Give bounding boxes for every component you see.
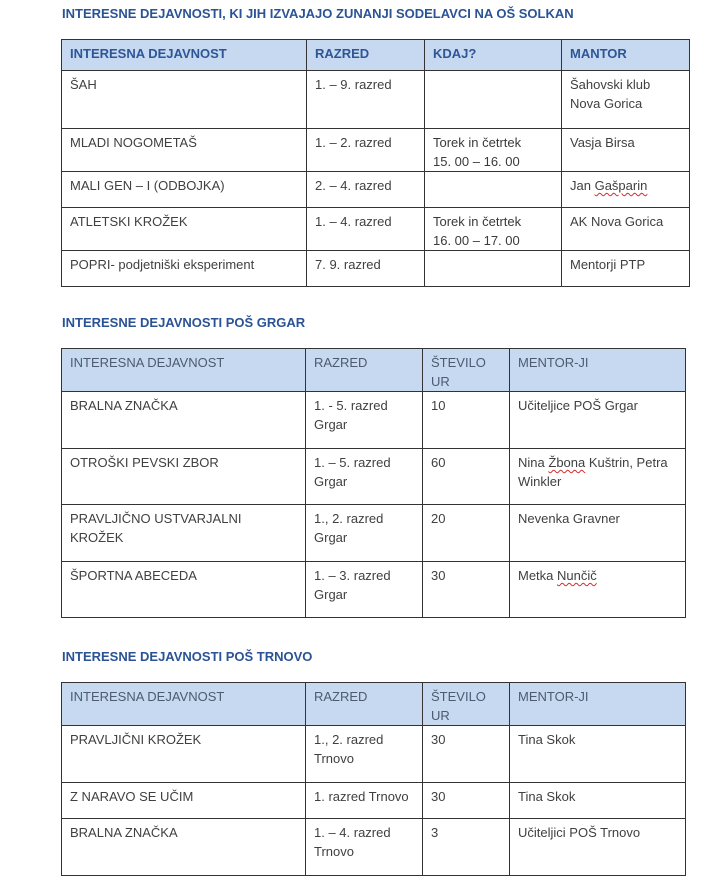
when-line: 16. 00 – 17. 00 bbox=[433, 233, 520, 248]
external-activities-table bbox=[61, 39, 690, 287]
cell-mentor bbox=[510, 562, 686, 618]
cell-when bbox=[425, 251, 562, 287]
cell-when bbox=[425, 172, 562, 208]
cell-activity: BRALNA ZNAČKA bbox=[62, 819, 306, 876]
section-1-title: INTERESNE DEJAVNOSTI, KI JIH IZVAJAJO ZUNANJI SODELAVCI NA OŠ SOLKAN bbox=[62, 6, 574, 21]
grade-line: Grgar bbox=[314, 474, 348, 489]
cell-when bbox=[425, 208, 562, 251]
cell-grade: 1. – 2. razred bbox=[307, 129, 425, 172]
header-grade: RAZRED bbox=[306, 349, 423, 392]
cell-mentor: Tina Skok bbox=[510, 726, 686, 783]
grade-line: 1. razred Trnovo bbox=[314, 789, 409, 804]
mentor-line: Nova Gorica bbox=[570, 96, 643, 111]
header-grade: RAZRED bbox=[307, 40, 425, 71]
cell-grade: 7. 9. razred bbox=[307, 251, 425, 287]
header-when: KDAJ? bbox=[425, 40, 562, 71]
cell-grade bbox=[306, 819, 423, 876]
grade-line: 1. – 5. razred bbox=[314, 455, 391, 470]
mentor-name-part: Kuštrin, Petra bbox=[588, 455, 668, 470]
cell-activity: ŠAH bbox=[62, 71, 307, 129]
cell-grade bbox=[306, 392, 423, 449]
cell-hours: 10 bbox=[423, 392, 510, 449]
mentor-last-name: Gašparin bbox=[594, 178, 648, 193]
when-line: 15. 00 – 16. 00 bbox=[433, 154, 520, 169]
cell-activity: PRAVLJIČNO USTVARJALNI KROŽEK bbox=[62, 505, 306, 562]
mentor-line: Winkler bbox=[518, 474, 562, 489]
cell-grade: 2. – 4. razred bbox=[307, 172, 425, 208]
cell-mentor bbox=[562, 172, 690, 208]
header-mentor: MANTOR bbox=[562, 40, 690, 71]
grade-line: Grgar bbox=[314, 587, 348, 602]
cell-mentor: Mentorji PTP bbox=[562, 251, 690, 287]
header-mentor: MENTOR-JI bbox=[510, 683, 686, 726]
table-row bbox=[62, 562, 686, 618]
when-line: Torek in četrtek bbox=[433, 214, 522, 229]
header-grade: RAZRED bbox=[306, 683, 423, 726]
grade-line: Trnovo bbox=[314, 844, 354, 859]
table-row bbox=[62, 783, 686, 819]
table-row bbox=[62, 71, 690, 129]
header-activity: INTERESNA DEJAVNOST bbox=[62, 40, 307, 71]
grade-line: 1., 2. razred bbox=[314, 732, 384, 747]
header-hours: ŠTEVILO UR bbox=[423, 683, 510, 726]
cell-mentor: Nevenka Gravner bbox=[510, 505, 686, 562]
mentor-first-name: Metka bbox=[518, 568, 554, 583]
trnovo-activities-table bbox=[61, 682, 686, 876]
cell-grade bbox=[306, 562, 423, 618]
section-3-title: INTERESNE DEJAVNOSTI POŠ TRNOVO bbox=[62, 649, 313, 664]
cell-activity: MALI GEN – I (ODBOJKA) bbox=[62, 172, 307, 208]
cell-hours: 20 bbox=[423, 505, 510, 562]
mentor-first-name: Jan bbox=[570, 178, 591, 193]
section-2-title: INTERESNE DEJAVNOSTI POŠ GRGAR bbox=[62, 315, 306, 330]
cell-mentor: AK Nova Gorica bbox=[562, 208, 690, 251]
mentor-line: Šahovski klub bbox=[570, 77, 651, 92]
cell-mentor bbox=[562, 71, 690, 129]
cell-activity: POPRI- podjetniški eksperiment bbox=[62, 251, 307, 287]
grade-line: Grgar bbox=[314, 417, 348, 432]
mentor-name-part: Žbona bbox=[548, 455, 586, 470]
mentor-name-part: Nina bbox=[518, 455, 545, 470]
cell-grade bbox=[306, 505, 423, 562]
cell-grade: 1. – 4. razred bbox=[307, 208, 425, 251]
cell-activity: MLADI NOGOMETAŠ bbox=[62, 129, 307, 172]
cell-grade bbox=[306, 726, 423, 783]
cell-grade: 1. – 9. razred bbox=[307, 71, 425, 129]
cell-grade bbox=[306, 449, 423, 505]
mentor-last-name: Nunčič bbox=[557, 568, 597, 583]
table-row bbox=[62, 819, 686, 876]
table-row bbox=[62, 449, 686, 505]
cell-activity: BRALNA ZNAČKA bbox=[62, 392, 306, 449]
cell-activity: ŠPORTNA ABECEDA bbox=[62, 562, 306, 618]
cell-mentor: Vasja Birsa bbox=[562, 129, 690, 172]
cell-when bbox=[425, 71, 562, 129]
grgar-activities-table bbox=[61, 348, 686, 618]
cell-mentor: Učiteljice POŠ Grgar bbox=[510, 392, 686, 449]
grade-line: 1. – 4. razred bbox=[314, 825, 391, 840]
grade-line: 1. - 5. razred bbox=[314, 398, 388, 413]
table-row bbox=[62, 251, 690, 287]
table-row bbox=[62, 172, 690, 208]
header-mentor: MENTOR-JI bbox=[510, 349, 686, 392]
table-header-row bbox=[62, 349, 686, 392]
cell-hours: 60 bbox=[423, 449, 510, 505]
cell-hours: 30 bbox=[423, 562, 510, 618]
cell-hours: 3 bbox=[423, 819, 510, 876]
grade-line: Trnovo bbox=[314, 751, 354, 766]
table-row bbox=[62, 129, 690, 172]
cell-mentor: Učiteljici POŠ Trnovo bbox=[510, 819, 686, 876]
table-row bbox=[62, 505, 686, 562]
cell-mentor bbox=[510, 449, 686, 505]
mentor-line bbox=[518, 453, 677, 472]
grade-line: Grgar bbox=[314, 530, 348, 545]
cell-activity: OTROŠKI PEVSKI ZBOR bbox=[62, 449, 306, 505]
header-hours: ŠTEVILO UR bbox=[423, 349, 510, 392]
header-activity: INTERESNA DEJAVNOST bbox=[62, 349, 306, 392]
header-activity: INTERESNA DEJAVNOST bbox=[62, 683, 306, 726]
table-row bbox=[62, 208, 690, 251]
table-row bbox=[62, 392, 686, 449]
cell-hours: 30 bbox=[423, 783, 510, 819]
cell-activity: ATLETSKI KROŽEK bbox=[62, 208, 307, 251]
when-line: Torek in četrtek bbox=[433, 135, 522, 150]
table-row bbox=[62, 726, 686, 783]
cell-grade bbox=[306, 783, 423, 819]
grade-line: 1., 2. razred bbox=[314, 511, 384, 526]
cell-when bbox=[425, 129, 562, 172]
cell-mentor: Tina Skok bbox=[510, 783, 686, 819]
table-header-row bbox=[62, 683, 686, 726]
table-header-row bbox=[62, 40, 690, 71]
grade-line: 1. – 3. razred bbox=[314, 568, 391, 583]
cell-hours: 30 bbox=[423, 726, 510, 783]
cell-activity: PRAVLJIČNI KROŽEK bbox=[62, 726, 306, 783]
cell-activity: Z NARAVO SE UČIM bbox=[62, 783, 306, 819]
